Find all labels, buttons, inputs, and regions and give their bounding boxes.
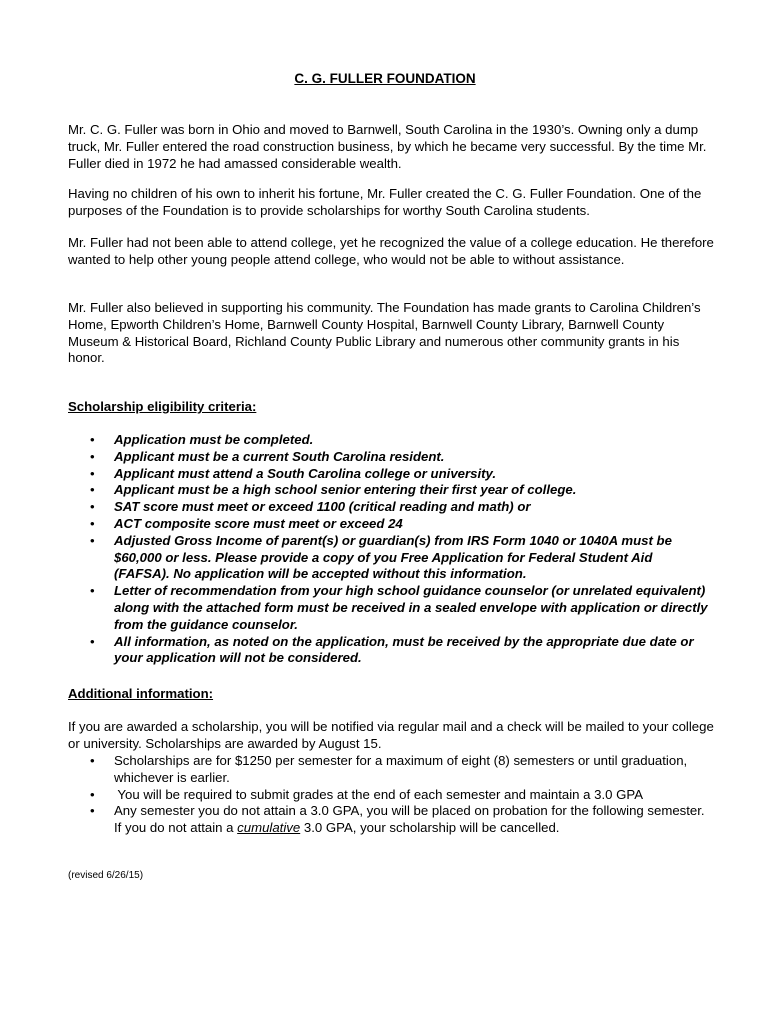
list-item (68, 482, 708, 499)
paragraph-foundation: Having no children of his own to inherit his fortune, Mr. Fuller created the C. G. Fuller Foundation. One of the purposes of the Foundation is to provide scholarships for worthy South Carolina students. (68, 186, 702, 218)
bullet-icon: • (90, 753, 95, 768)
list-item-text-tail: 3.0 GPA, your scholarship will be cancelled. (300, 820, 560, 836)
list-item-text: Applicant must be a current South Carolina resident. (114, 448, 445, 464)
eligibility-list (68, 432, 708, 667)
list-item (68, 803, 708, 837)
list-item (68, 466, 708, 483)
list-item-text: Letter of recommendation from your high school guidance counselor (or unrelated equivalent) along with the attached form must be received in a sealed envelope with application or directly from the guidance counselor. (114, 583, 708, 632)
revision-date: (revised 6/26/15) (68, 870, 144, 881)
list-item-text: ACT composite score must meet or exceed 24 (114, 515, 403, 531)
bullet-icon: • (90, 448, 95, 464)
bullet-icon: • (90, 432, 95, 447)
bullet-icon: • (90, 499, 95, 515)
additional-heading: Additional information: (68, 686, 214, 701)
bullet-icon: • (90, 482, 95, 498)
list-item-text: Applicant must be a high school senior entering their first year of college. (114, 482, 577, 498)
list-item (68, 583, 708, 633)
list-item-text: Scholarships are for $1250 per semester for a maximum of eight (8) semesters or until graduation, whichever is earlier. (114, 753, 688, 785)
additional-list (68, 753, 708, 837)
document-title: C. G. FULLER FOUNDATION (294, 71, 476, 86)
paragraph-award-notice: If you are awarded a scholarship, you will be notified via regular mail and a check will be mailed to your college or university. Scholarships are awarded by August 15. (68, 719, 714, 751)
list-item-text: SAT score must meet or exceed 1100 (critical reading and math) or (114, 499, 531, 515)
list-item (68, 449, 708, 466)
list-item (68, 753, 708, 787)
bullet-icon: • (90, 633, 95, 649)
paragraph-biography: Mr. C. G. Fuller was born in Ohio and moved to Barnwell, South Carolina in the 1930’s. Owning only a dump truck, Mr. Fuller entered the road construction business, by which he became very successful. By the time Mr. Fuller died in 1972 he had amassed considerable wealth. (68, 122, 707, 171)
list-item-text: All information, as noted on the application, must be received by the appropriate due date or your application will not be considered. (114, 633, 694, 666)
eligibility-heading: Scholarship eligibility criteria: (68, 399, 257, 414)
bullet-icon: • (90, 532, 95, 548)
bullet-icon: • (90, 515, 95, 531)
list-item (68, 533, 708, 583)
paragraph-college: Mr. Fuller had not been able to attend college, yet he recognized the value of a college education. He therefore wanted to help other young people attend college, who would not be able to without assistance. (68, 235, 714, 267)
list-item-text: Applicant must attend a South Carolina college or university. (114, 465, 497, 481)
list-item (68, 634, 708, 668)
list-item (68, 499, 708, 516)
bullet-icon: • (90, 786, 95, 802)
list-item (68, 787, 708, 804)
bullet-icon: • (90, 803, 95, 819)
list-item-text: Adjusted Gross Income of parent(s) or guardian(s) from IRS Form 1040 or 1040A must be $60,000 or less. Please provide a copy of you Free Application for Federal Student Aid (FAFSA). No application will be accepted without this information. (114, 532, 672, 582)
list-item (68, 516, 708, 533)
list-item-text: Application must be completed. (114, 432, 314, 447)
list-item (68, 432, 708, 449)
cumulative-emphasis: cumulative (237, 820, 301, 836)
bullet-icon: • (90, 465, 95, 481)
list-item-text: Any semester you do not attain a 3.0 GPA, you will be placed on probation for the following semester. If you do not attain a (114, 803, 705, 836)
list-item-text: You will be required to submit grades at the end of each semester and maintain a 3.0 GPA (114, 786, 644, 802)
bullet-icon: • (90, 583, 95, 599)
paragraph-community: Mr. Fuller also believed in supporting his community. The Foundation has made grants to Carolina Children’s Home, Epworth Children’s Home, Barnwell County Hospital, Barnwell County Library, Barnwell County Museum & Historical Board, Richland County Public Library and numerous other community grants in his honor. (68, 300, 701, 366)
